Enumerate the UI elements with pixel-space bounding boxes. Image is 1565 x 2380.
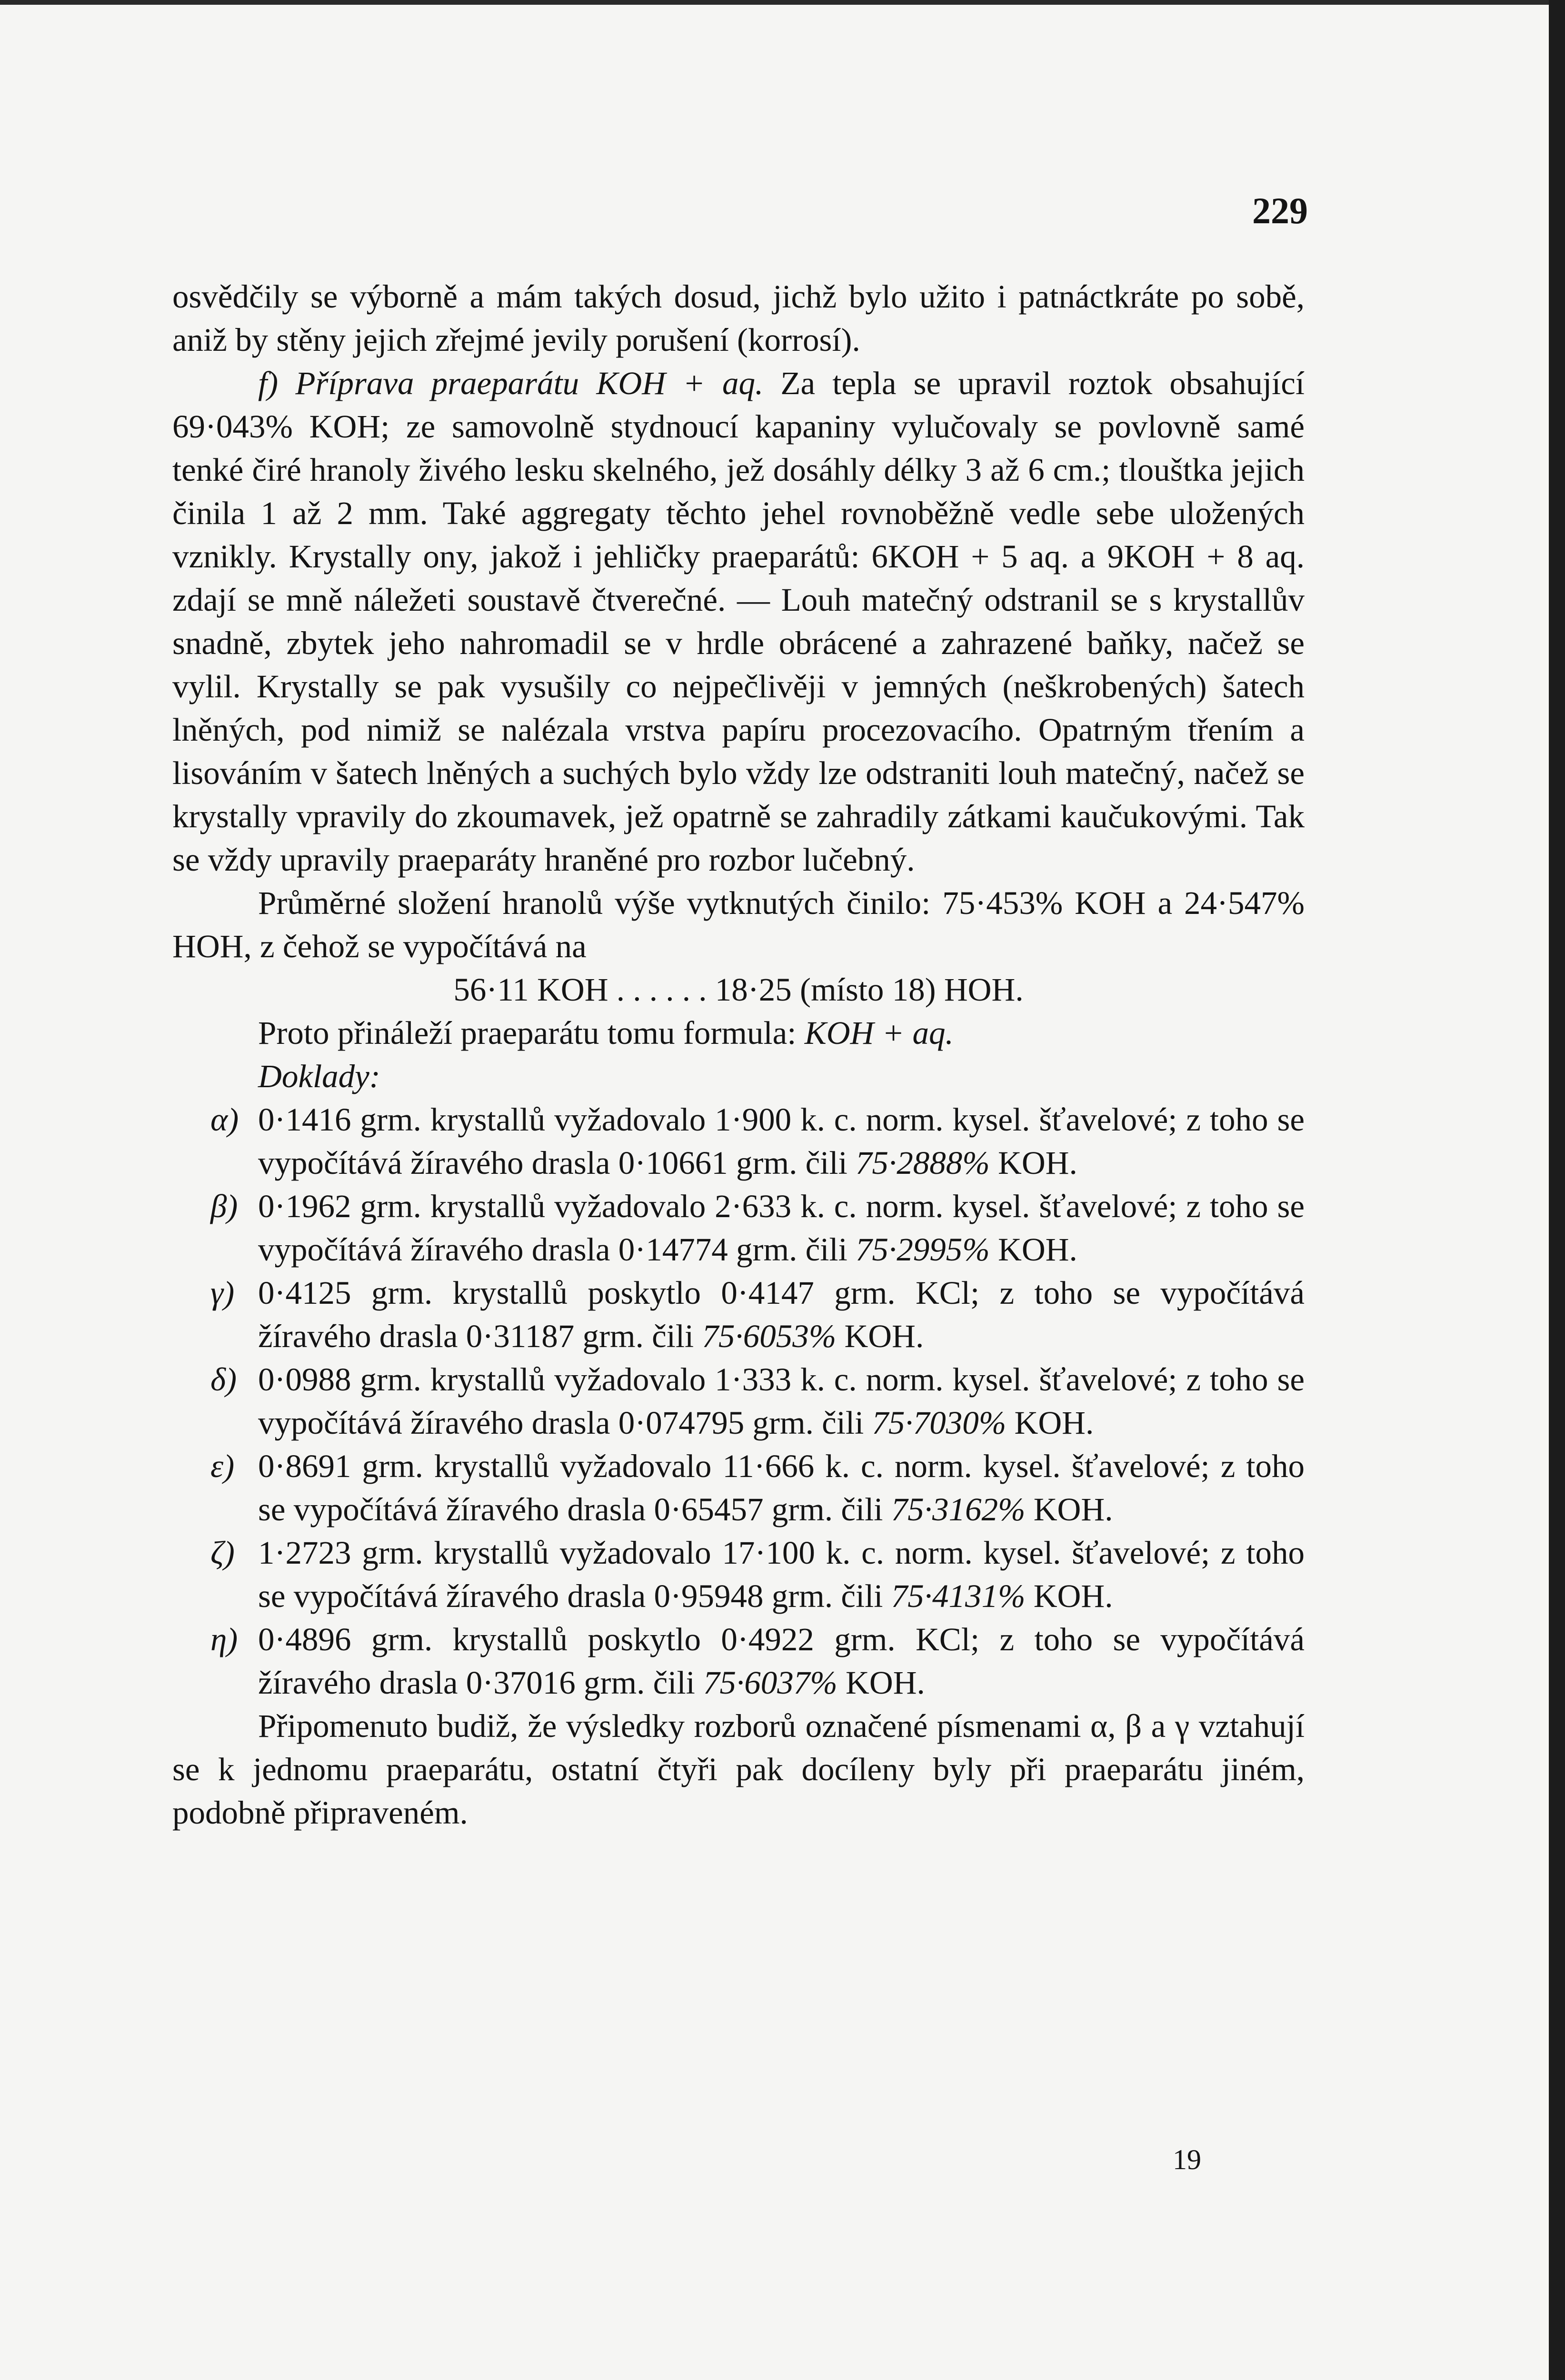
paragraph-continuation: osvědčily se výborně a mám takých dosud, jichž bylo užito i patnáctkráte po sobě, aniž by stěny jejich zřejmé jevily porušení (korrosí). bbox=[172, 278, 1305, 358]
item-text: 0·4896 grm. krystallů poskytlo 0·4922 grm. KCl; z toho se vypočítává žíravého drasla 0·37016 grm. čili bbox=[258, 1621, 1305, 1701]
formula-line bbox=[172, 1012, 1305, 1055]
ratio-line: 56·11 KOH . . . . . . 18·25 (místo 18) HOH. bbox=[453, 972, 1024, 1008]
item-label: γ) bbox=[210, 1275, 235, 1311]
item-text: 1·2723 grm. krystallů vyžadovalo 17·100 k. c. norm. kysel. šťavelové; z toho se vypočítává žíravého drasla 0·95948 grm. čili bbox=[258, 1535, 1305, 1614]
item-value: 75·6053% bbox=[702, 1318, 837, 1354]
item-unit: KOH. bbox=[998, 1145, 1077, 1181]
item-label: ε) bbox=[210, 1448, 235, 1484]
evidence-heading: Doklady: bbox=[258, 1058, 380, 1094]
paragraph-composition: Průměrné složení hranolů výše vytknutých činilo: 75·453% KOH a 24·547% HOH, z čehož se vypočítává na bbox=[172, 885, 1305, 964]
item-label: β) bbox=[210, 1188, 238, 1224]
list-item bbox=[172, 1098, 1305, 1185]
item-label: α) bbox=[210, 1101, 239, 1138]
list-item bbox=[172, 1358, 1305, 1445]
item-value: 75·2888% bbox=[856, 1145, 990, 1181]
paragraph-preparation-text: Za tepla se upravil roztok obsahující 69·043% KOH; ze samovolně stydnoucí kapaniny vylučovaly se povlovně samé tenké čiré hranoly živého lesku skelného, jež dosáhly délky 3 až 6 cm.; tlouštka jejich činila 1 až 2 mm. Také aggregaty těchto jehel rovnoběžně vedle sebe uložených vznikly. Krystally ony, jakož i jehličky praeparátů: 6KOH + 5 aq. a 9KOH + 8 aq. zdají se mně náležeti soustavě čtverečné. — Louh matečný odstranil se s krystallův snadně, zbytek jeho nahromadil se v hrdle obrácené a zahrazené baňky, načež se vylil. Krystally se pak vysušily co nejpečlivěji v jemných (neškrobených) šatech lněných, pod nimiž se nalézala vrstva papíru procezovacího. Opatrným třením a lisováním v šatech lněných a suchých bylo vždy lze odstraniti louh matečný, načež se krystally vpravily do zkoumavek, jež opatrně se zahradily zátkami kaučukovými. Tak se vždy upravily praeparáty hraněné pro rozbor lučebný. bbox=[172, 365, 1305, 878]
item-value: 75·3162% bbox=[891, 1491, 1026, 1527]
item-text: 0·8691 grm. krystallů vyžadovalo 11·666 k. c. norm. kysel. šťavelové; z toho se vypočítává žíravého drasla 0·65457 grm. čili bbox=[258, 1448, 1305, 1527]
list-item bbox=[172, 1618, 1305, 1705]
item-text: 0·1962 grm. krystallů vyžadovalo 2·633 k. c. norm. kysel. šťavelové; z toho se vypočítává žíravého drasla 0·14774 grm. čili bbox=[258, 1188, 1305, 1268]
item-unit: KOH. bbox=[1014, 1405, 1094, 1441]
list-item bbox=[172, 1531, 1305, 1618]
list-item bbox=[172, 1445, 1305, 1531]
item-unit: KOH. bbox=[846, 1665, 925, 1701]
item-label: ζ) bbox=[210, 1535, 235, 1571]
item-value: 75·2995% bbox=[856, 1231, 990, 1268]
scan-edge-right bbox=[1549, 0, 1565, 2380]
list-item bbox=[172, 1185, 1305, 1271]
section-heading: f) Příprava praeparátu KOH + aq. bbox=[258, 365, 764, 401]
item-value: 75·4131% bbox=[891, 1578, 1026, 1614]
list-item bbox=[172, 1271, 1305, 1358]
formula: KOH + aq. bbox=[804, 1015, 954, 1051]
item-value: 75·7030% bbox=[872, 1405, 1007, 1441]
item-unit: KOH. bbox=[1033, 1578, 1113, 1614]
item-text: 0·0988 grm. krystallů vyžadovalo 1·333 k. c. norm. kysel. šťavelové; z toho se vypočítává žíravého drasla 0·074795 grm. čili bbox=[258, 1361, 1305, 1441]
item-text: 0·4125 grm. krystallů poskytlo 0·4147 grm. KCl; z toho se vypočítává žíravého drasla 0·31187 grm. čili bbox=[258, 1275, 1305, 1354]
body-text bbox=[172, 275, 1305, 1835]
item-unit: KOH. bbox=[998, 1231, 1077, 1268]
item-unit: KOH. bbox=[844, 1318, 924, 1354]
formula-intro: Proto přináleží praeparátu tomu formula: bbox=[258, 1015, 797, 1051]
signature-mark: 19 bbox=[1173, 2144, 1201, 2175]
scan-edge-top bbox=[0, 0, 1565, 5]
paragraph-final: Připomenuto budiž, že výsledky rozborů označené písmenami α, β a γ vztahují se k jednomu praeparátu, ostatní čtyři pak docíleny byly při praeparátu jiném, podobně připraveném. bbox=[172, 1708, 1305, 1831]
page-number: 229 bbox=[1252, 190, 1308, 231]
item-label: δ) bbox=[210, 1361, 237, 1398]
item-text: 0·1416 grm. krystallů vyžadovalo 1·900 k. c. norm. kysel. šťavelové; z toho se vypočítává žíravého drasla 0·10661 grm. čili bbox=[258, 1101, 1305, 1181]
paragraph-preparation bbox=[172, 362, 1305, 882]
item-unit: KOH. bbox=[1033, 1491, 1113, 1527]
item-label: η) bbox=[210, 1621, 238, 1657]
item-value: 75·6037% bbox=[703, 1665, 837, 1701]
